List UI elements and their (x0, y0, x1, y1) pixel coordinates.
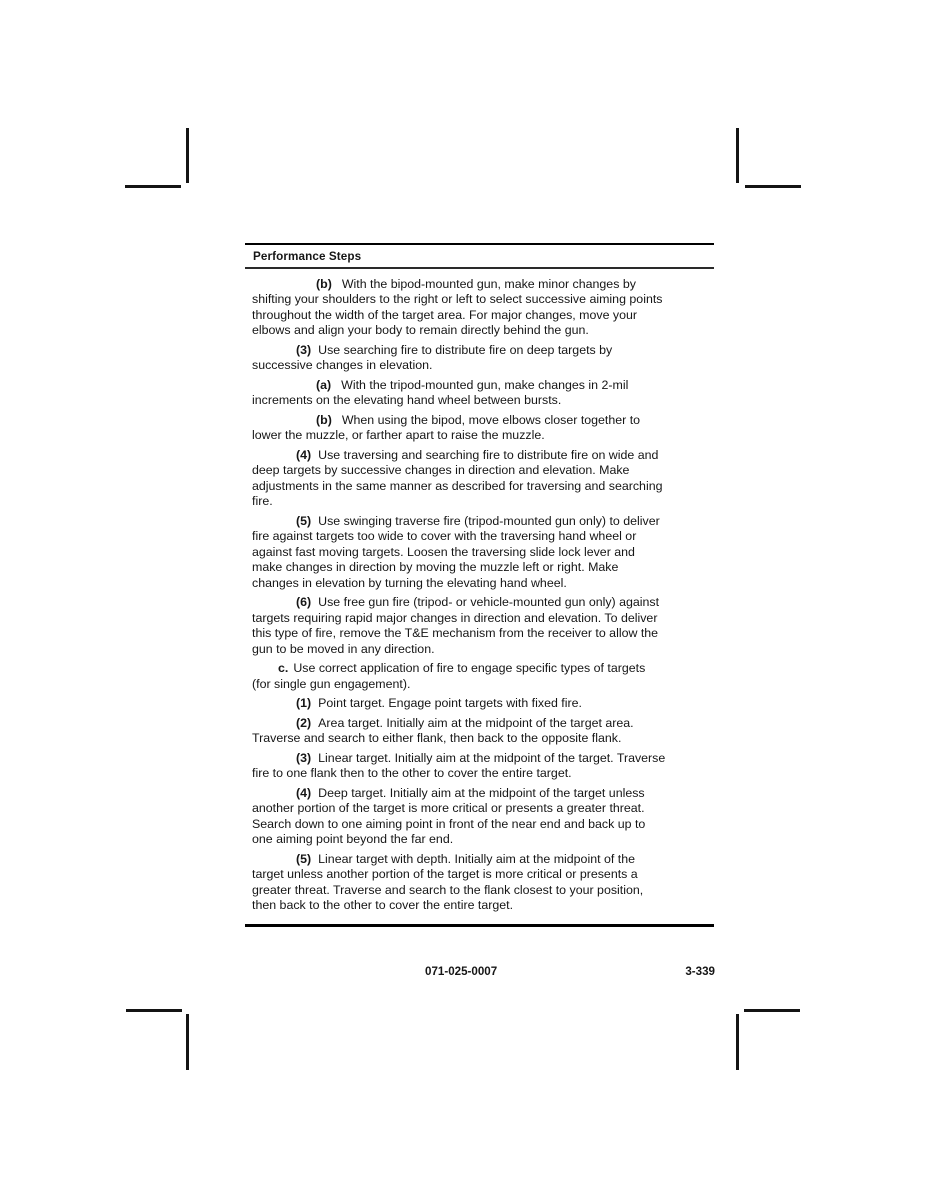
paragraph-line: fire. (252, 494, 273, 508)
paragraph-line: throughout the width of the target area. For major changes, move your (252, 307, 638, 322)
paragraph (252, 696, 714, 712)
paragraph-line: greater threat. Traverse and search to the flank closest to your position, (252, 882, 644, 897)
paragraph-label: (3) (296, 750, 312, 765)
paragraph-line: elbows and align your body to remain directly behind the gun. (252, 323, 589, 337)
crop-mark-bottom-right-vertical (736, 1014, 739, 1070)
paragraph-line: target unless another portion of the target is more critical or presents a (252, 867, 638, 881)
paragraph-first-line (252, 413, 714, 429)
paragraph-text: When using the bipod, move elbows closer together to (341, 412, 641, 427)
paragraph (252, 786, 714, 848)
paragraph-text: With the bipod-mounted gun, make minor changes by (341, 276, 636, 291)
paragraph-line: successive changes in elevation. (252, 358, 433, 372)
paragraph-line: against fast moving targets. Loosen the traversing slide lock lever and (252, 544, 635, 559)
paragraph-text: Linear target with depth. Initially aim at the midpoint of the (318, 851, 635, 866)
paragraph (252, 595, 714, 657)
paragraph-label: (b) (316, 276, 332, 291)
paragraph-line: deep targets by successive changes in direction and elevation. Make (252, 463, 630, 477)
paragraph-first-line (252, 786, 714, 802)
content-bottom-rule (245, 924, 714, 927)
paragraph (252, 343, 714, 374)
crop-mark-top-right-horizontal (745, 185, 801, 188)
task-number: 071-025-0007 (425, 965, 498, 978)
paragraph-label: (a) (316, 377, 332, 392)
paragraph-line: lower the muzzle, or farther apart to raise the muzzle. (252, 428, 545, 442)
paragraph-first-line (252, 448, 714, 464)
paragraph-text: Point target. Engage point targets with fixed fire. (318, 696, 582, 710)
paragraph-label: (6) (296, 595, 312, 609)
paragraph-first-line (252, 378, 714, 394)
paragraph-text: Use searching fire to distribute fire on deep targets by (318, 342, 613, 357)
paragraph-label: (5) (296, 851, 312, 866)
paragraph-first-line (252, 661, 714, 677)
page-number: 3-339 (685, 965, 715, 978)
paragraph-line: adjustments in the same manner as described for traversing and searching (252, 478, 663, 493)
paragraph-text: Linear target. Initially aim at the midpoint of the target. Traverse (318, 750, 666, 765)
paragraph-line: this type of fire, remove the T&E mechanism from the receiver to allow the (252, 626, 659, 640)
paragraph-line: then back to the other to cover the entire target. (252, 898, 514, 912)
crop-mark-top-right-vertical (736, 128, 739, 183)
paragraph-first-line (252, 716, 714, 732)
paragraph (252, 277, 714, 339)
paragraph-line: changes in elevation by turning the elevating hand wheel. (252, 575, 567, 590)
paragraph-first-line (252, 696, 714, 712)
paragraph-label: (5) (296, 513, 312, 528)
paragraph-text: Deep target. Initially aim at the midpoint of the target unless (318, 785, 645, 800)
body-text (245, 269, 714, 914)
paragraph (252, 448, 714, 510)
paragraph-line: another portion of the target is more critical or presents a greater threat. (252, 801, 645, 815)
paragraph (252, 514, 714, 592)
paragraph-line: increments on the elevating hand wheel between bursts. (252, 393, 562, 407)
crop-mark-top-left-horizontal (125, 185, 181, 188)
paragraph-first-line (252, 514, 714, 530)
paragraph-text: Area target. Initially aim at the midpoint of the target area. (318, 715, 634, 730)
paragraph (252, 751, 714, 782)
paragraph-line: fire to one flank then to the other to cover the entire target. (252, 766, 572, 780)
paragraph-label: (4) (296, 785, 312, 800)
paragraph (252, 661, 714, 692)
paragraph-line: targets requiring rapid major changes in direction and elevation. To deliver (252, 610, 658, 625)
paragraph-label: (3) (296, 342, 312, 357)
paragraph (252, 716, 714, 747)
paragraph-text: Use correct application of fire to engage specific types of targets (293, 661, 646, 675)
paragraph-first-line (252, 852, 714, 868)
paragraph-first-line (252, 343, 714, 359)
paragraph-text: With the tripod-mounted gun, make changes in 2-mil (341, 377, 629, 392)
crop-mark-bottom-left-horizontal (126, 1009, 182, 1012)
paragraph-line: one aiming point beyond the far end. (252, 832, 454, 846)
paragraph-line: gun to be moved in any direction. (252, 641, 435, 656)
paragraph-line: make changes in direction by moving the muzzle left or right. Make (252, 560, 619, 574)
paragraph-label: (2) (296, 715, 312, 730)
paragraph-line: fire against targets too wide to cover with the traversing hand wheel or (252, 529, 637, 543)
paragraph-label: (1) (296, 696, 312, 710)
paragraph-text: Use swinging traverse fire (tripod-mounted gun only) to deliver (318, 513, 660, 528)
paragraph (252, 378, 714, 409)
paragraph-line: Search down to one aiming point in front of the near end and back up to (252, 816, 646, 831)
paragraph (252, 413, 714, 444)
paragraph-line: (for single gun engagement). (252, 676, 411, 691)
paragraph-first-line (252, 277, 714, 293)
crop-mark-top-left-vertical (186, 128, 189, 183)
crop-mark-bottom-right-horizontal (744, 1009, 800, 1012)
paragraph-label: (b) (316, 412, 332, 427)
performance-steps-title: Performance Steps (253, 249, 362, 263)
paragraph (252, 852, 714, 914)
paragraph-label: (4) (296, 447, 312, 462)
paragraph-first-line (252, 751, 714, 767)
paragraph-line: shifting your shoulders to the right or left to select successive aiming points (252, 292, 663, 306)
paragraph-label: c. (278, 661, 289, 675)
crop-mark-bottom-left-vertical (186, 1014, 189, 1070)
paragraph-text: Use traversing and searching fire to distribute fire on wide and (318, 447, 659, 462)
paragraph-line: Traverse and search to either flank, then back to the opposite flank. (252, 731, 622, 745)
paragraph-text: Use free gun fire (tripod- or vehicle-mounted gun only) against (318, 595, 660, 609)
paragraph-first-line (252, 595, 714, 611)
content-area (245, 243, 714, 918)
